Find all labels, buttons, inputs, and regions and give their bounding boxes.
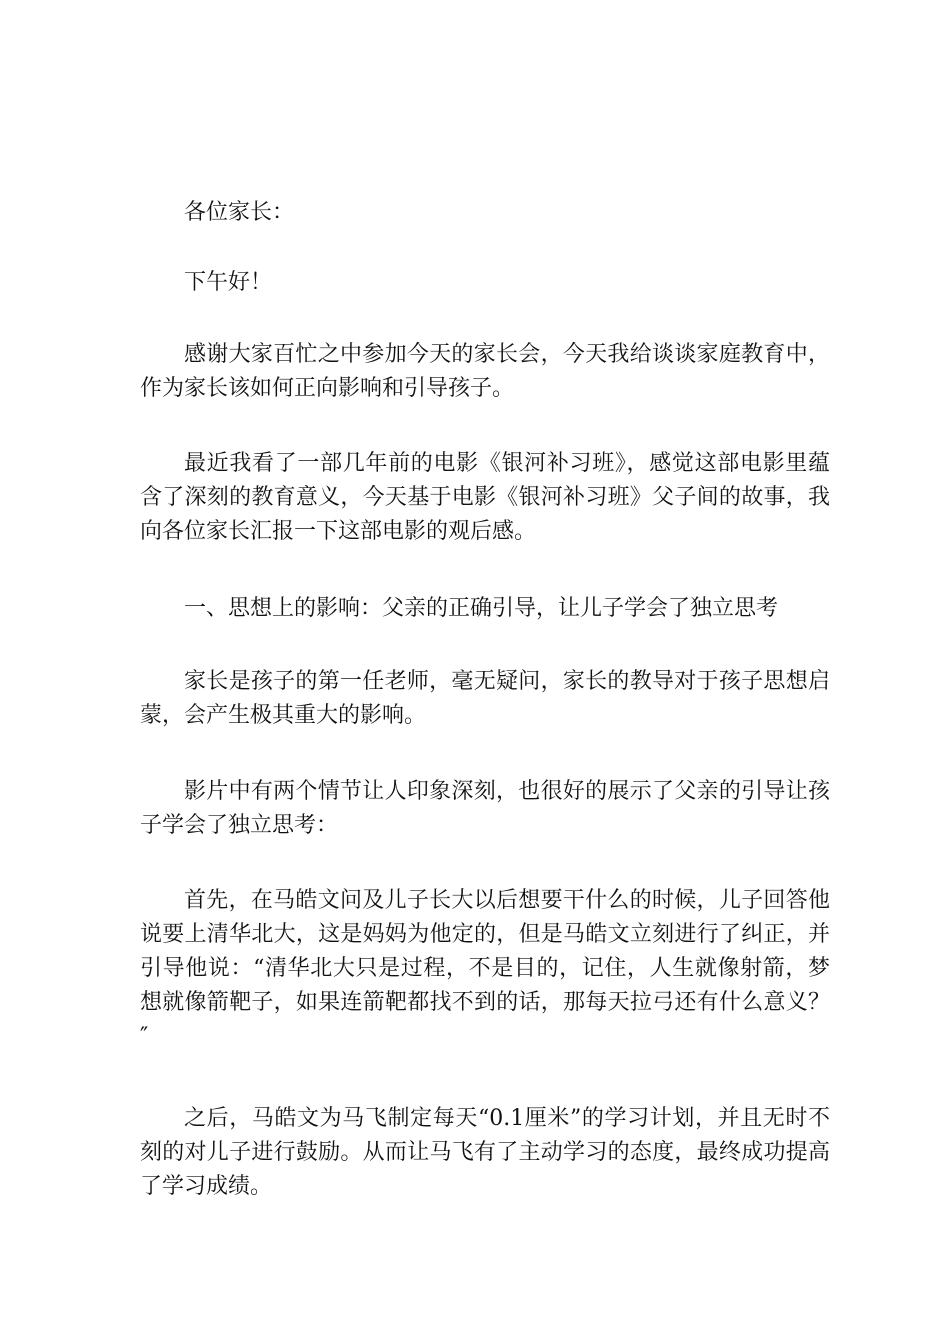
salutation: 各位家长： [184,200,295,225]
paragraph-second-scene: 之后，马皓文为马飞制定每天“0.1厘米”的学习计划，并且无时不刻的对儿子进行鼓励。从而让马飞有了主动学习的态度，最终成功提高了学习成绩。 [140,1106,830,1199]
section-heading-1: 一、思想上的影响：父亲的正确引导，让儿子学会了独立思考 [184,596,779,621]
paragraph-first-teacher: 家长是孩子的第一任老师，毫无疑问，家长的教导对于孩子思想启蒙，会产生极其重大的影响。 [140,669,830,728]
paragraph-intro: 感谢大家百忙之中参加今天的家长会，今天我给谈谈家庭教育中，作为家长该如何正向影响和引导孩子。 [140,342,830,401]
paragraph-two-scenes: 影片中有两个情节让人印象深刻，也很好的展示了父亲的引导让孩子学会了独立思考： [140,779,830,838]
paragraph-movie: 最近我看了一部几年前的电影《银河补习班》，感觉这部电影里蕴含了深刻的教育意义，今天基于电影《银河补习班》父子间的故事，我向各位家长汇报一下这部电影的观后感。 [140,451,830,544]
greeting: 下午好！ [184,270,273,295]
paragraph-first-scene: 首先，在马皓文问及儿子长大以后想要干什么的时候，儿子回答他说要上清华北大，这是妈妈为他定的，但是马皓文立刻进行了纠正，并引导他说：“清华北大只是过程，不是目的，记住，人生就像射箭，梦想就像箭靶子，如果连箭靶都找不到的话，那每天拉弓还有什么意义？″ [140,888,830,1049]
